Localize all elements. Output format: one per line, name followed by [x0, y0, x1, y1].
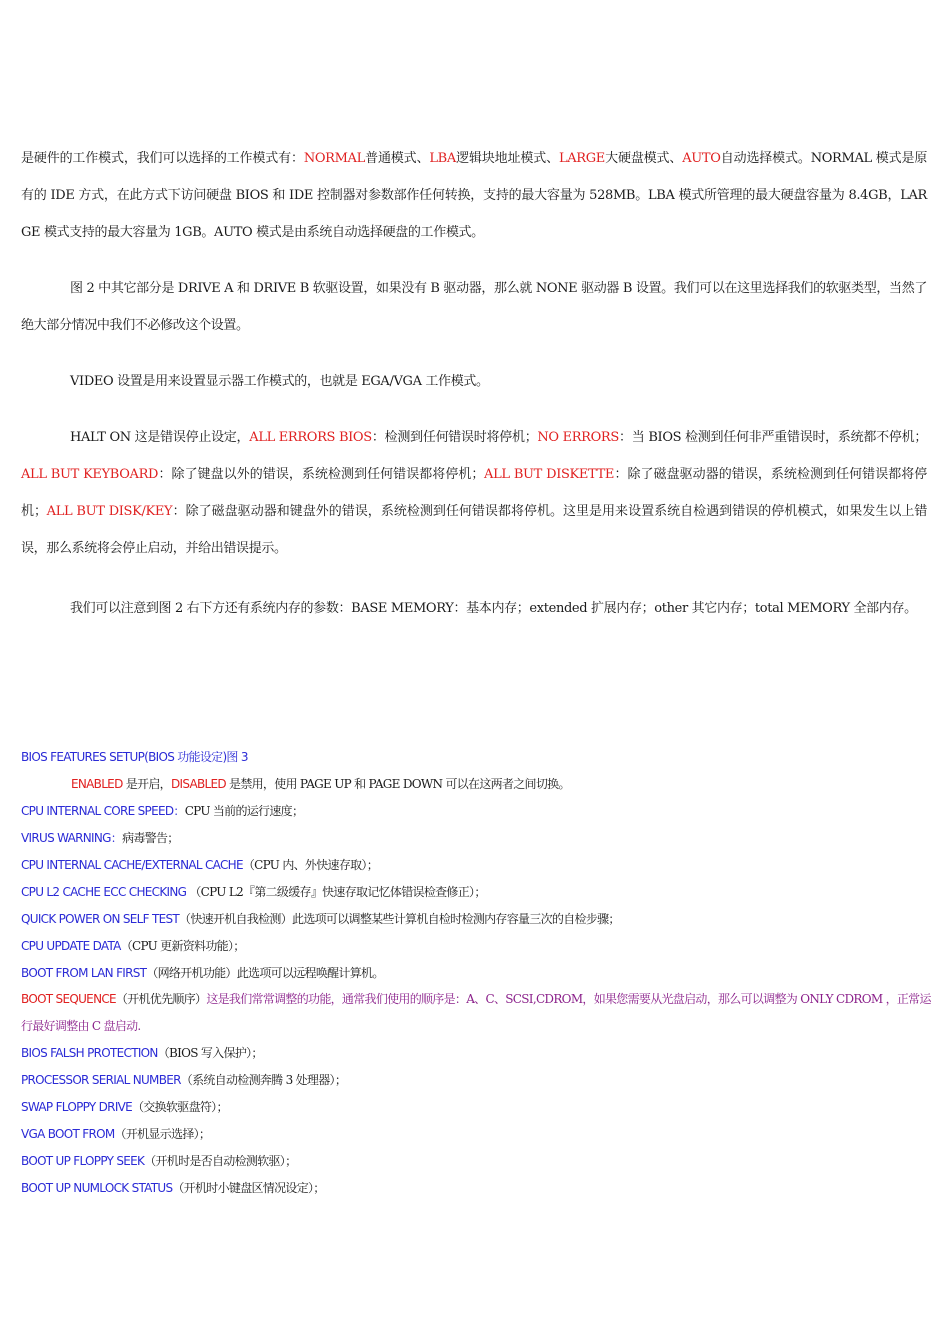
bios-item-desc: （开机时是否自动检测软驱）；: [144, 1154, 297, 1168]
bios-item-key: PROCESSOR SERIAL NUMBER: [21, 1073, 181, 1087]
bios-section-title: BIOS FEATURES SETUP(BIOS 功能设定)图 3: [21, 750, 248, 764]
text: 是开启，: [122, 777, 171, 791]
paragraph-work-mode: [21, 140, 927, 251]
bios-item-key: BOOT FROM LAN FIRST: [21, 966, 147, 980]
bios-item-key: BOOT UP NUMLOCK STATUS: [21, 1181, 173, 1195]
bios-item: [21, 856, 931, 874]
text: 是硬件的工作模式，我们可以选择的工作模式有：: [21, 151, 304, 166]
term-normal: NORMAL: [303, 151, 365, 166]
bios-item-key: CPU UPDATE DATA: [21, 939, 121, 953]
bios-item: [21, 937, 931, 955]
bios-item: [21, 802, 931, 820]
bios-item-desc: （CPU L2『第二级缓存』快速存取记忆体错误检查修正）；: [186, 885, 486, 899]
enabled-disabled-line: [21, 775, 931, 793]
text: 自动选择模式。NORMAL 模式是原有的 IDE 方式，在此方式下访问硬盘 BIOS 和 IDE 控制器对参数部作任何转换，支持的最大容量为 528MB。LBA 模式所管理的最大硬盘容量为 8.4GB，LARGE 模式支持的最大容量为 1GB。AUTO 模式是由系统自动选择硬盘的工作模式。: [21, 151, 927, 240]
term-no-errors: NO ERRORS: [537, 430, 619, 445]
term-all-errors: ALL ERRORS BIOS: [249, 430, 372, 445]
bios-item: [21, 910, 931, 928]
bios-item-key: CPU L2 CACHE ECC CHECKING: [21, 885, 187, 899]
term-auto: AUTO: [682, 151, 721, 166]
bios-item: [21, 964, 931, 982]
term-lba: LBA: [429, 151, 456, 166]
text: 是禁用，使用 PAGE UP 和 PAGE DOWN 可以在这两者之间切换。: [225, 777, 570, 791]
text: ：检测到任何错误时将停机；: [371, 430, 538, 445]
term-disabled: DISABLED: [170, 777, 226, 791]
bios-item: [21, 1152, 931, 1170]
bios-item-desc: （BIOS 写入保护）；: [157, 1046, 263, 1060]
text: 图 2 中其它部分是 DRIVE A 和 DRIVE B 软驱设置，如果没有 B 驱动器，那么就 NONE 驱动器 B 设置。我们可以在这里选择我们的软驱类型，当然了绝大部分情况中我们不必修改这个设置。: [21, 281, 927, 333]
text: ：除了磁盘驱动器的错误，系统检测到任何错误都将停机；: [21, 467, 927, 519]
bios-item-key: CPU INTERNAL CACHE/EXTERNAL CACHE: [21, 858, 243, 872]
bios-item-desc: （开机显示选择）；: [114, 1127, 211, 1141]
text: HALT ON 这是错误停止设定，: [70, 430, 250, 445]
bios-item-desc: （网络开机功能）此选项可以远程唤醒计算机。: [146, 966, 384, 980]
paragraph-memory: [21, 596, 927, 621]
bios-item: [21, 1044, 931, 1062]
bios-item: [21, 1098, 931, 1116]
bios-item-desc: （开机优先顺序）: [115, 992, 207, 1006]
text: ：当 BIOS 检测到任何非严重错误时，系统都不停机；: [618, 430, 927, 445]
bios-item-desc: （CPU 更新资料功能）；: [120, 939, 245, 953]
bios-item-desc: （交换软驱盘符）；: [132, 1100, 228, 1114]
text: 逻辑块地址模式、: [455, 151, 559, 166]
bios-item-desc: （CPU 内、外快速存取）；: [242, 858, 379, 872]
paragraph-drive: [21, 270, 927, 344]
text: 我们可以注意到图 2 右下方还有系统内存的参数：BASE MEMORY：基本内存；extended 扩展内存；other 其它内存；total MEMORY 全部内存。: [70, 601, 917, 616]
term-enabled: ENABLED: [71, 777, 123, 791]
paragraph-halt-on: [21, 419, 927, 567]
bios-item: [21, 883, 931, 901]
bios-item: [21, 1071, 931, 1089]
bios-item-desc: （系统自动检测奔腾 3 处理器）；: [180, 1073, 347, 1087]
bios-item: [21, 1179, 931, 1197]
text: ：除了键盘以外的错误，系统检测到任何错误都将停机；: [158, 467, 485, 482]
text: 普通模式、: [364, 151, 430, 166]
bios-item-key: SWAP FLOPPY DRIVE: [21, 1100, 133, 1114]
text: 大硬盘模式、: [604, 151, 683, 166]
bios-item-key: QUICK POWER ON SELF TEST: [21, 912, 180, 926]
bios-item-note: 这是我们常常调整的功能，通常我们使用的顺序是：A、C、SCSI,CDROM，如果您需要从光盘启动，那么可以调整为 ONLY CDROM ，正常运行最好调整由 C 盘启动.: [21, 992, 931, 1033]
bios-item-key: VGA BOOT FROM: [21, 1127, 115, 1141]
bios-item-desc: （开机时小键盘区情况设定）；: [172, 1181, 325, 1195]
term-all-but-keyboard: ALL BUT KEYBOARD: [21, 467, 159, 482]
bios-item-desc: （快速开机自我检测）此选项可以调整某些计算机自检时检测内存容量三次的自检步骤；: [179, 912, 620, 926]
bios-item-key: BIOS FALSH PROTECTION: [21, 1046, 158, 1060]
bios-item: [21, 1125, 931, 1143]
term-large: LARGE: [558, 151, 605, 166]
bios-item-key: VIRUS WARNING：: [21, 831, 123, 845]
bios-item-boot-sequence: [21, 986, 931, 1040]
bios-item: [21, 829, 931, 847]
bios-item-key: BOOT SEQUENCE: [21, 992, 116, 1006]
bios-item-desc: CPU 当前的运行速度；: [184, 804, 304, 818]
bios-item-key: BOOT UP FLOPPY SEEK: [21, 1154, 145, 1168]
paragraph-video: [21, 363, 927, 400]
text: ：除了磁盘驱动器和键盘外的错误，系统检测到任何错误都将停机。这里是用来设置系统自检遇到错误的停机模式，如果发生以上错误，那么系统将会停止启动，并给出错误提示。: [21, 504, 928, 556]
term-all-but-diskette: ALL BUT DISKETTE: [484, 467, 615, 482]
bios-item-key: CPU INTERNAL CORE SPEED：: [21, 804, 185, 818]
bios-item-desc: 病毒警告；: [122, 831, 179, 845]
term-all-but-disk-key: ALL BUT DISK/KEY: [46, 504, 173, 519]
text: VIDEO 设置是用来设置显示器工作模式的，也就是 EGA/VGA 工作模式。: [70, 374, 489, 389]
